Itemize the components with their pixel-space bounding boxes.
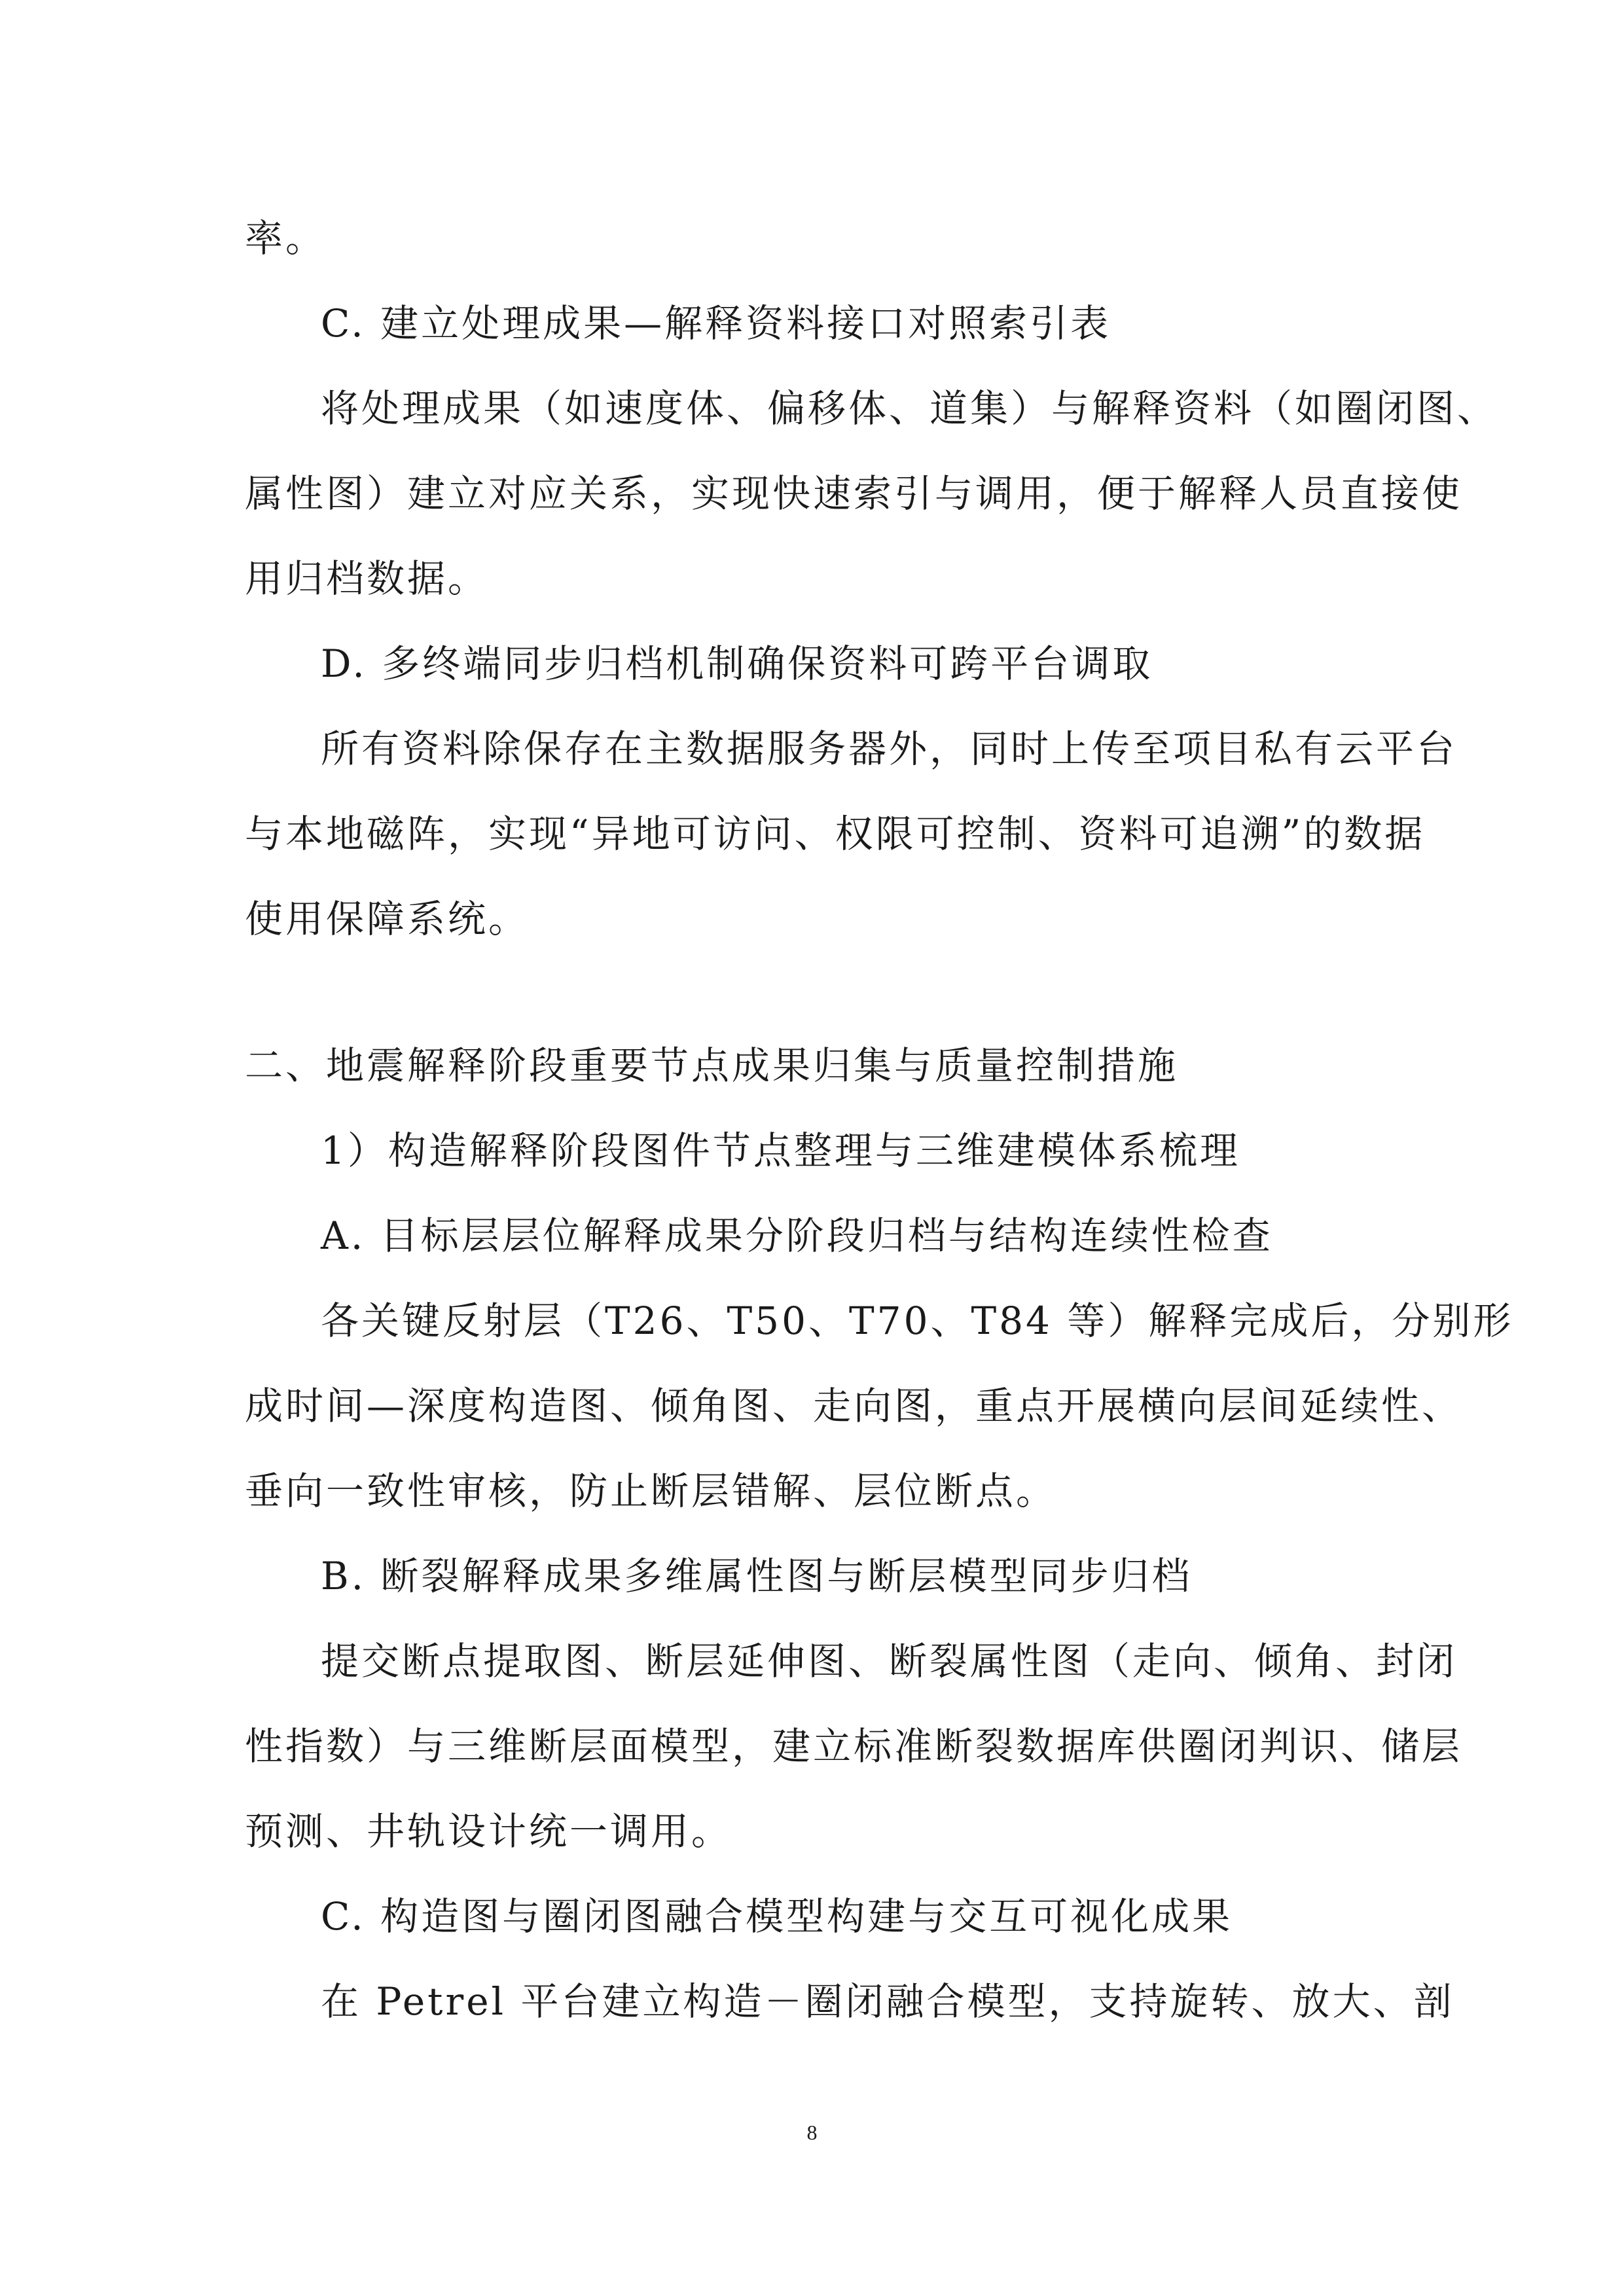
section-heading-c2: C. 构造图与圈闭图融合模型构建与交互可视化成果 <box>321 1894 1233 1939</box>
paragraph-line: 各关键反射层（T26、T50、T70、T84 等）解释完成后，分别形 <box>321 1299 1514 1343</box>
chapter-heading: 二、地震解释阶段重要节点成果归集与质量控制措施 <box>245 1043 1179 1088</box>
paragraph-line: 用归档数据。 <box>245 556 489 601</box>
paragraph-line: 提交断点提取图、断层延伸图、断裂属性图（走向、倾角、封闭 <box>321 1639 1458 1683</box>
paragraph-line: 将处理成果（如速度体、偏移体、道集）与解释资料（如圈闭图、 <box>321 386 1498 431</box>
paragraph-line: 性指数）与三维断层面模型，建立标准断裂数据库供圈闭判识、储层 <box>245 1724 1463 1768</box>
section-heading-b: B. 断裂解释成果多维属性图与断层模型同步归档 <box>321 1554 1193 1598</box>
paragraph-line: 在 Petrel 平台建立构造－圈闭融合模型，支持旋转、放大、剖 <box>321 1979 1454 2024</box>
paragraph-line: 率。 <box>245 216 327 260</box>
section-heading-a: A. 目标层层位解释成果分阶段归档与结构连续性检查 <box>321 1213 1273 1258</box>
section-heading-d: D. 多终端同步归档机制确保资料可跨平台调取 <box>321 641 1153 686</box>
subsection-heading: 1）构造解释阶段图件节点整理与三维建模体系梳理 <box>321 1128 1240 1173</box>
paragraph-line: 所有资料除保存在主数据服务器外，同时上传至项目私有云平台 <box>321 726 1458 771</box>
paragraph-line: 使用保障系统。 <box>245 897 530 941</box>
paragraph-line: 成时间—深度构造图、倾角图、走向图，重点开展横向层间延续性、 <box>245 1384 1463 1428</box>
paragraph-line: 与本地磁阵，实现“异地可访问、权限可控制、资料可追溯”的数据 <box>245 812 1426 856</box>
paragraph-line: 预测、井轨设计统一调用。 <box>245 1809 732 1854</box>
section-heading-c: C. 建立处理成果—解释资料接口对照索引表 <box>321 301 1111 346</box>
paragraph-line: 属性图）建立对应关系，实现快速索引与调用，便于解释人员直接使 <box>245 471 1463 516</box>
page-number: 8 <box>806 2121 818 2144</box>
paragraph-line: 垂向一致性审核，防止断层错解、层位断点。 <box>245 1469 1057 1513</box>
